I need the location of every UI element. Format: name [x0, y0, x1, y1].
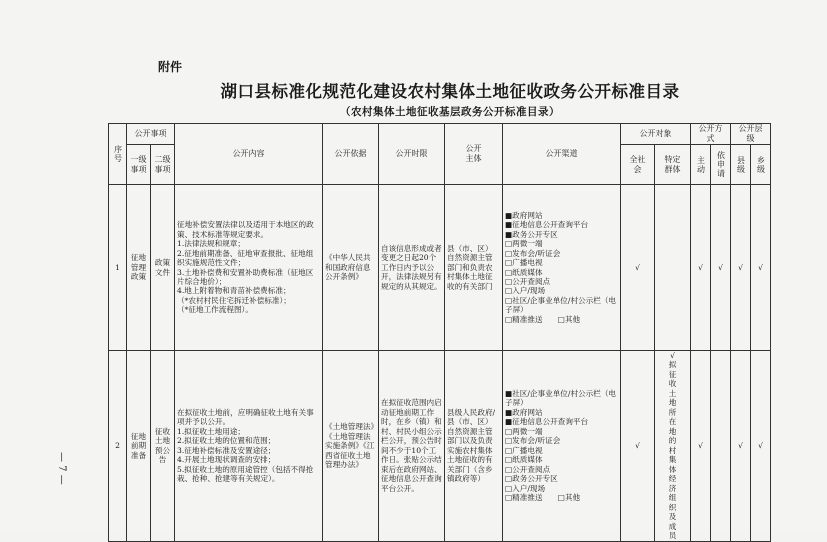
cell-time: 在拟征收范围内启动征地前期工作时，在乡（镇）和村、村民小组公示栏公开，预公告时间不少于10个工作日。张贴公示结束后在政府网站、征地信息公开查询平台公开。 [379, 351, 445, 542]
channel-item: □精准推送 □其他 [505, 493, 581, 503]
header-apply: 依申请 [711, 145, 731, 185]
header-row-1 [109, 124, 771, 145]
cell-content: 征地补偿安置法律以及适用于本地区的政策、技术标准等规定要求。 1.法律法规和规章； 2.征地前期准备、征地审查报批、征地组织实施规范性文件； 3.土地补偿费和安置补助费标准（征地区片综合地价）； 4.地上附着物和青苗补偿费标准； （*农村村民住宅拆迁补偿标准）； （*征地工作流程图）。 [175, 185, 323, 351]
cell-channels [503, 351, 621, 542]
cell-apply: √ [711, 185, 731, 351]
channel-item: □纸质媒体 [505, 267, 543, 277]
channel-item: □广播电视 [505, 445, 543, 455]
cell-channels [503, 185, 621, 351]
cell-basis: 《中华人民共和国政府信息公开条例》 [323, 185, 379, 351]
cell-county: √ [731, 185, 751, 351]
cell-town: √ [751, 185, 771, 351]
header-time: 公开时限 [379, 124, 445, 185]
channel-item: ■政府网站 [505, 210, 543, 220]
header-level1: 一级事项 [127, 145, 151, 185]
cell-content: 在拟征收土地前，应明确征收土地有关事项并予以公开。 1.拟征收土地用途； 2.拟征收土地的位置和范围； 3.征地补偿标准及安置途径； 4.开展土地现状调查的安排； 5.拟征收土地的原用途管控（包括不得抢栽、抢种、抢建等有关规定）。 [175, 351, 323, 542]
cell-county: √ [731, 351, 751, 542]
channel-item: □两微一端 [505, 239, 543, 249]
channel-item: □精准推送 □其他 [505, 314, 581, 324]
channel-item: ■政府网站 [505, 407, 543, 417]
cell-society: √ [621, 185, 655, 351]
cell-active: √ [691, 185, 711, 351]
channel-item: □公开查阅点 [505, 276, 551, 286]
header-channel: 公开渠道 [503, 124, 621, 185]
channel-item: ■社区/企事业单位/村公示栏（电子屏） [505, 388, 617, 408]
cell-level2: 征收土地预公告 [151, 351, 175, 542]
cell-subject: 县（市、区）自然资源主管部门和负责农村集体土地征收的有关部门 [445, 185, 503, 351]
cell-level1: 征地管理政策 [127, 185, 151, 351]
channel-item: □社区/企事业单位/村公示栏（电子屏） [505, 295, 617, 315]
cell-apply [711, 351, 731, 542]
channel-item: □入户/现场 [505, 483, 546, 493]
channel-item: □发布会/听证会 [505, 248, 561, 258]
document-subtitle: （农村集体土地征收基层政务公开标准目录） [340, 106, 560, 118]
channel-item: □发布会/听证会 [505, 436, 561, 446]
channel-item: □纸质媒体 [505, 455, 543, 465]
header-method: 公开方式 [691, 124, 731, 145]
header-specific: 特定群体 [655, 145, 691, 185]
cell-level2: 政策文件 [151, 185, 175, 351]
table-row [109, 185, 771, 351]
cell-town: √ [751, 351, 771, 542]
channel-item: □政务公开专区 [505, 474, 558, 484]
cell-level1: 征地前期准备 [127, 351, 151, 542]
cell-seq: 2 [109, 351, 127, 542]
attachment-label: 附件 [158, 60, 183, 74]
cell-specific: √ 拟征收土地所在地的村集体经济组织及成员 [655, 351, 691, 542]
channel-item: ■政务公开专区 [505, 229, 558, 239]
channel-item: □两微一端 [505, 426, 543, 436]
channel-item: □广播电视 [505, 258, 543, 268]
header-level2: 二级事项 [151, 145, 175, 185]
cell-specific [655, 185, 691, 351]
channel-item: □入户/现场 [505, 286, 546, 296]
page-number: — 7 — [56, 452, 67, 485]
header-items: 公开事项 [127, 124, 175, 145]
channel-item: □公开查阅点 [505, 464, 551, 474]
header-basis: 公开依据 [323, 124, 379, 185]
header-active: 主动 [691, 145, 711, 185]
header-society: 全社会 [621, 145, 655, 185]
cell-basis: 《土地管理法》《土地管理法实施条例》《江西省征收土地管理办法》 [323, 351, 379, 542]
channel-item: ■征地信息公开查询平台 [505, 417, 589, 427]
document-title: 湖口县标准化规范化建设农村集体土地征收政务公开标准目录 [220, 82, 680, 101]
header-seq: 序号 [109, 124, 127, 185]
channel-item: ■征地信息公开查询平台 [505, 220, 589, 230]
disclosure-table [108, 123, 771, 542]
cell-subject: 县级人民政府/县（市、区）自然资源主管部门以及负责实施农村集体土地征收的有关部门（含乡镇政府等） [445, 351, 503, 542]
cell-seq: 1 [109, 185, 127, 351]
header-target: 公开对象 [621, 124, 691, 145]
header-content: 公开内容 [175, 124, 323, 185]
cell-time: 自该信息形成或者变更之日起20个工作日内予以公开，法律法规另有规定的从其规定。 [379, 185, 445, 351]
cell-active: √ [691, 351, 711, 542]
header-subject: 公开主体 [445, 124, 503, 185]
header-level: 公开层级 [731, 124, 771, 145]
header-county: 县级 [731, 145, 751, 185]
cell-society: √ [621, 351, 655, 542]
header-town: 乡级 [751, 145, 771, 185]
table-row [109, 351, 771, 542]
